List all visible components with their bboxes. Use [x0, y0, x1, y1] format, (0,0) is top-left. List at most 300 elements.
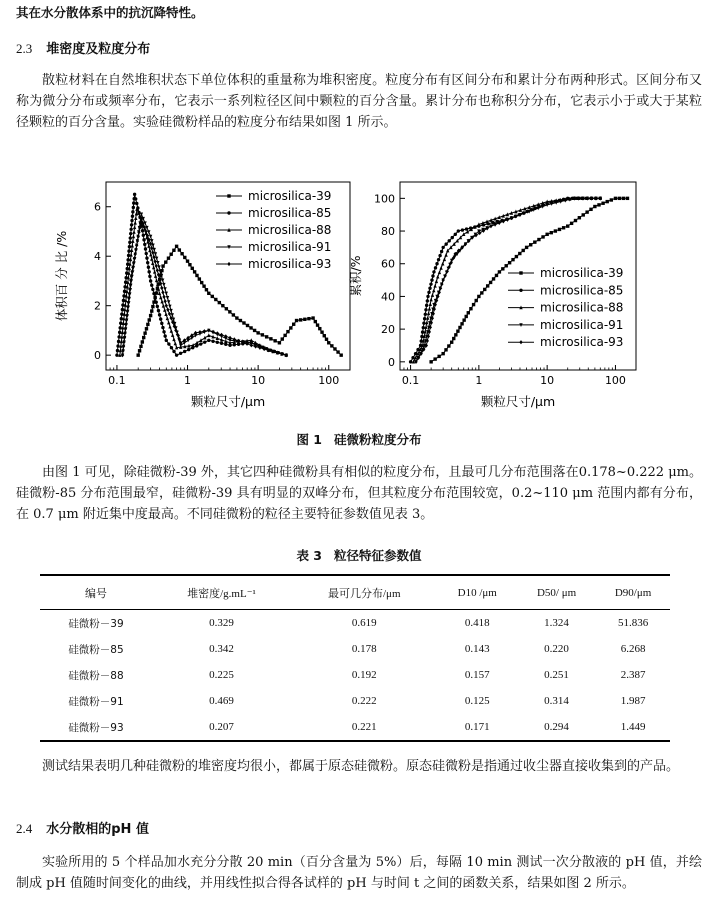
col-header-d10: D10 /μm	[457, 587, 497, 599]
data-point	[168, 305, 171, 309]
data-point	[118, 326, 121, 329]
data-point	[431, 293, 434, 297]
data-point	[314, 320, 317, 323]
data-point	[127, 296, 130, 300]
data-point	[117, 335, 120, 338]
data-point	[168, 312, 171, 316]
data-point	[450, 341, 453, 344]
data-point	[161, 326, 164, 329]
data-point	[224, 343, 227, 346]
figure-caption	[0, 430, 718, 448]
data-point	[142, 234, 145, 237]
data-point	[622, 197, 625, 200]
data-point	[131, 214, 134, 217]
data-point	[164, 312, 167, 316]
legend-label: microsilica-91	[540, 317, 624, 332]
data-point	[458, 326, 461, 329]
data-point	[626, 197, 629, 200]
data-point	[126, 305, 129, 309]
data-point	[160, 286, 163, 290]
data-point	[165, 339, 168, 342]
figure-title: 硅微粉粒度分布	[334, 432, 422, 447]
data-point	[307, 317, 310, 320]
data-point	[606, 200, 609, 203]
data-point	[162, 304, 165, 308]
data-point	[161, 278, 164, 282]
legend-label: microsilica-85	[540, 283, 624, 298]
data-point	[424, 313, 427, 316]
data-point	[132, 201, 135, 204]
cell-bulk-density: 0.469	[209, 695, 234, 707]
data-point	[159, 295, 162, 299]
data-point	[128, 291, 131, 295]
table-row	[40, 636, 670, 662]
data-point	[451, 236, 454, 239]
data-point	[448, 239, 451, 242]
data-point	[265, 335, 268, 338]
data-point	[601, 202, 604, 205]
data-point	[318, 327, 321, 330]
y-tick-label: 2	[94, 299, 101, 313]
y-tick-label: 6	[94, 200, 101, 214]
data-point	[167, 256, 170, 259]
data-point	[550, 231, 553, 234]
data-point	[562, 226, 565, 229]
data-point	[161, 290, 164, 294]
data-point	[570, 222, 573, 225]
data-point	[225, 307, 228, 310]
legend-label: microsilica-39	[540, 266, 624, 280]
data-point	[130, 223, 133, 226]
data-point	[128, 245, 131, 248]
data-point	[486, 284, 489, 287]
data-point	[162, 283, 165, 287]
data-point	[261, 333, 264, 336]
x-tick-label: 10	[251, 374, 266, 387]
data-point	[456, 329, 459, 332]
data-point	[117, 340, 120, 343]
data-point	[597, 203, 600, 206]
data-point	[426, 299, 429, 302]
intro-line: 其在水分散体系中的抗沉降特性。	[16, 5, 204, 20]
data-point	[145, 256, 148, 259]
cell-d50: 0.220	[544, 643, 569, 655]
cell-d50: 0.251	[544, 669, 569, 681]
data-point	[614, 197, 617, 200]
data-point	[159, 317, 162, 320]
legend-marker	[227, 262, 230, 266]
data-point	[511, 258, 514, 261]
data-point	[158, 313, 161, 316]
paragraph-density-conclusion: 测试结果表明几种硅微粉的堆密度均很小，都属于原态硅微粉。原态硅微粉是指通过收尘器直接收集到的产品。	[42, 759, 680, 774]
section-number: 2.3	[16, 41, 33, 56]
data-point	[325, 338, 328, 341]
paragraph-figure-analysis: 由图 1 可见，除硅微粉-39 外，其它四种硅微粉具有相似的粒度分布，且最可几分布范围落在0.178~0.222 μm。硅微粉-85 分布范围最窄，硅微粉-39 具有明显的双峰分布，但其粒度分布范围较宽，0.2~110 μm 范围内都有分布，在 0.7 μm 附近集中度最高。不同硅微粉的粒径主要特征参数值见表 3。	[16, 465, 702, 522]
data-point	[162, 330, 165, 333]
data-point	[589, 208, 592, 211]
data-point	[235, 316, 238, 319]
data-point	[444, 348, 447, 351]
data-point	[131, 210, 134, 213]
data-point	[289, 326, 292, 329]
data-point	[433, 357, 436, 360]
data-point	[175, 245, 178, 248]
data-point	[492, 277, 495, 280]
data-point	[148, 318, 151, 321]
table-header-rule	[40, 609, 670, 610]
data-point	[207, 339, 210, 342]
legend-label: microsilica-39	[248, 189, 332, 203]
col-header-d50: D50/ μm	[536, 587, 577, 599]
data-point	[422, 321, 425, 324]
data-point	[498, 270, 501, 273]
data-point	[444, 242, 447, 245]
chart-volume-distribution	[0, 160, 360, 420]
data-point	[558, 228, 561, 231]
cell-d10: 0.418	[464, 617, 490, 629]
data-point	[205, 288, 208, 291]
data-point	[454, 333, 457, 336]
cell-id: 硅微粉－93	[68, 721, 124, 734]
section-heading-2-3	[16, 38, 150, 57]
data-point	[193, 270, 196, 273]
data-point	[447, 344, 450, 347]
y-tick-label: 4	[94, 250, 101, 264]
data-point	[142, 238, 145, 241]
data-point	[316, 323, 319, 326]
data-point	[132, 230, 135, 234]
data-point	[133, 221, 136, 225]
data-point	[242, 321, 245, 324]
data-point	[525, 246, 528, 249]
data-point	[167, 300, 170, 304]
data-point	[166, 308, 169, 312]
cell-id: 硅微粉－39	[68, 617, 124, 630]
data-point	[424, 308, 427, 311]
cell-id: 硅微粉－91	[68, 695, 124, 708]
data-point	[495, 274, 498, 277]
data-point	[155, 278, 158, 282]
particle-size-table	[40, 576, 670, 740]
figure-1	[0, 160, 718, 420]
data-point	[432, 270, 435, 273]
data-point	[119, 349, 122, 353]
data-point	[150, 283, 153, 286]
chart-cumulative-distribution	[348, 160, 718, 420]
data-point	[426, 295, 429, 298]
cell-mode-size: 0.192	[351, 669, 377, 681]
legend-label: microsilica-91	[248, 240, 332, 254]
data-point	[171, 333, 174, 337]
data-point	[283, 334, 286, 337]
data-point	[133, 193, 136, 196]
data-point	[152, 255, 155, 259]
legend-label: microsilica-88	[540, 300, 624, 315]
data-point	[199, 342, 202, 345]
data-point	[168, 325, 171, 329]
data-point	[195, 344, 198, 347]
data-point	[146, 261, 149, 264]
data-point	[501, 267, 504, 270]
data-point	[178, 248, 181, 251]
data-point	[323, 334, 326, 337]
data-point	[158, 291, 161, 295]
data-point	[333, 347, 336, 350]
data-point	[489, 281, 492, 284]
data-point	[249, 326, 252, 329]
data-point	[115, 353, 118, 356]
cell-d90: 1.449	[620, 721, 646, 733]
y-tick-label: 80	[381, 225, 395, 239]
data-point	[437, 258, 440, 261]
data-point	[533, 240, 536, 243]
data-point	[202, 284, 205, 287]
data-point	[130, 248, 133, 252]
data-point	[118, 331, 121, 334]
table-row	[40, 662, 670, 688]
data-point	[141, 340, 144, 343]
data-point	[460, 322, 463, 325]
data-point	[127, 249, 130, 252]
data-point	[151, 288, 154, 291]
data-point	[129, 232, 132, 235]
data-point	[152, 292, 155, 295]
data-point	[155, 264, 158, 268]
y-tick-label: 60	[381, 257, 395, 271]
data-point	[172, 350, 175, 353]
cell-d10: 0.171	[464, 721, 490, 733]
data-point	[423, 317, 426, 320]
data-point	[429, 360, 432, 363]
data-point	[437, 355, 440, 358]
data-point	[180, 252, 183, 255]
data-point	[188, 263, 191, 266]
data-point	[129, 236, 132, 239]
data-point	[166, 316, 169, 320]
data-point	[156, 268, 159, 272]
cell-d50: 1.324	[544, 617, 569, 629]
section-number: 2.4	[16, 821, 33, 836]
cell-d90: 51.836	[617, 617, 649, 629]
data-point	[438, 270, 441, 274]
data-point	[425, 320, 428, 324]
data-point	[440, 250, 443, 253]
data-point	[125, 318, 128, 322]
data-point	[116, 344, 119, 347]
y-axis-label: 累积/%	[348, 255, 363, 297]
data-point	[461, 228, 464, 231]
data-point	[336, 350, 339, 353]
data-point	[207, 333, 210, 337]
data-point	[578, 216, 581, 219]
data-point	[125, 313, 128, 317]
data-point	[143, 331, 146, 334]
cell-id: 硅微粉－85	[68, 643, 124, 656]
data-point	[433, 284, 436, 288]
cell-d10: 0.157	[464, 669, 490, 681]
legend-label: microsilica-93	[540, 335, 624, 350]
cell-d50: 0.294	[544, 721, 569, 733]
data-point	[134, 216, 137, 220]
data-point	[441, 262, 444, 266]
data-point	[327, 341, 330, 344]
data-point	[153, 259, 156, 263]
data-point	[169, 253, 172, 256]
data-point	[480, 291, 483, 294]
data-point	[330, 344, 333, 347]
data-point	[203, 340, 206, 343]
table-row	[40, 688, 670, 714]
data-point	[179, 352, 182, 355]
x-tick-label: 10	[540, 374, 555, 387]
data-point	[172, 337, 175, 341]
data-point	[286, 330, 289, 333]
data-point	[232, 313, 235, 316]
legend-label: microsilica-88	[248, 223, 332, 237]
col-header-bulk-density: 堆密度/g.mL⁻¹	[187, 588, 256, 600]
data-point	[427, 291, 430, 294]
data-point	[462, 318, 465, 321]
data-point	[149, 279, 152, 282]
legend-marker	[227, 194, 230, 197]
table-header-row	[40, 576, 670, 610]
data-point	[246, 324, 249, 327]
data-point	[472, 303, 475, 306]
data-point	[228, 310, 231, 313]
data-point	[136, 353, 139, 356]
data-point	[269, 337, 272, 340]
data-point	[441, 246, 444, 249]
data-point	[435, 279, 438, 283]
section-heading-2-4	[16, 818, 149, 837]
cell-d90: 1.987	[620, 695, 646, 707]
data-point	[469, 307, 472, 310]
data-point	[529, 243, 532, 246]
data-point	[303, 318, 306, 321]
data-point	[438, 254, 441, 257]
y-axis-label: 体积百 分 比 /%	[54, 230, 69, 322]
data-point	[143, 243, 146, 246]
data-point	[207, 292, 210, 295]
cell-id: 硅微粉－88	[68, 669, 124, 682]
x-tick-label: 100	[318, 374, 340, 387]
cell-d10: 0.143	[464, 643, 490, 655]
data-point	[585, 210, 588, 213]
data-point	[132, 235, 135, 239]
data-point	[443, 257, 446, 261]
table-bottom-rule	[40, 740, 670, 742]
data-point	[169, 309, 172, 313]
data-point	[273, 339, 276, 342]
data-point	[278, 341, 281, 344]
data-point	[175, 353, 178, 356]
data-point	[174, 341, 177, 345]
table-caption	[0, 546, 718, 564]
figure-number: 图 1	[296, 432, 323, 447]
data-point	[160, 322, 163, 325]
data-point	[167, 342, 170, 345]
data-point	[163, 299, 166, 303]
cell-mode-size: 0.619	[351, 617, 377, 629]
data-point	[128, 241, 131, 244]
data-point	[172, 249, 175, 252]
legend-label: microsilica-93	[248, 257, 332, 271]
data-point	[574, 219, 577, 222]
data-point	[430, 278, 433, 281]
data-point	[166, 296, 169, 300]
y-tick-label: 20	[381, 323, 395, 337]
data-point	[144, 247, 147, 250]
data-point	[149, 314, 152, 317]
data-point	[163, 287, 166, 291]
col-header-d90: D90/μm	[614, 587, 652, 599]
data-point	[187, 348, 190, 351]
data-point	[428, 287, 431, 290]
data-point	[148, 275, 151, 278]
data-point	[409, 360, 412, 363]
data-point	[505, 264, 508, 267]
data-point	[161, 264, 164, 267]
data-point	[214, 298, 217, 301]
data-point	[167, 321, 170, 325]
data-point	[425, 304, 428, 307]
cell-d50: 0.314	[544, 695, 569, 707]
data-point	[441, 352, 444, 355]
data-point	[522, 249, 525, 252]
data-point	[508, 261, 511, 264]
data-point	[582, 213, 585, 216]
cell-d10: 0.125	[464, 695, 490, 707]
data-point	[150, 309, 153, 312]
data-point	[432, 288, 435, 292]
data-point	[131, 244, 134, 248]
data-point	[127, 254, 130, 257]
data-point	[186, 259, 189, 262]
data-point	[452, 337, 455, 340]
table-row	[40, 610, 670, 636]
data-point	[156, 305, 159, 308]
data-point	[133, 225, 136, 229]
data-point	[475, 299, 478, 302]
x-tick-label: 100	[604, 374, 626, 387]
data-point	[431, 274, 434, 277]
cell-mode-size: 0.222	[351, 695, 377, 707]
data-point	[142, 336, 145, 339]
data-point	[311, 316, 314, 319]
legend-marker	[227, 211, 230, 214]
y-tick-label: 0	[94, 349, 101, 363]
data-point	[147, 270, 150, 273]
data-point	[295, 319, 298, 322]
data-point	[239, 319, 242, 322]
data-point	[130, 219, 133, 222]
data-point	[154, 274, 157, 278]
data-point	[164, 260, 167, 263]
data-point	[428, 307, 431, 311]
legend-marker	[519, 289, 522, 292]
data-point	[426, 316, 429, 320]
data-point	[134, 197, 137, 200]
data-point	[281, 337, 284, 340]
cell-bulk-density: 0.342	[209, 643, 234, 655]
data-point	[131, 239, 134, 243]
data-point	[429, 282, 432, 285]
data-point	[195, 274, 198, 277]
cell-bulk-density: 0.329	[209, 617, 234, 629]
data-point	[129, 228, 132, 231]
legend-label: microsilica-85	[248, 206, 332, 220]
data-point	[545, 233, 548, 236]
